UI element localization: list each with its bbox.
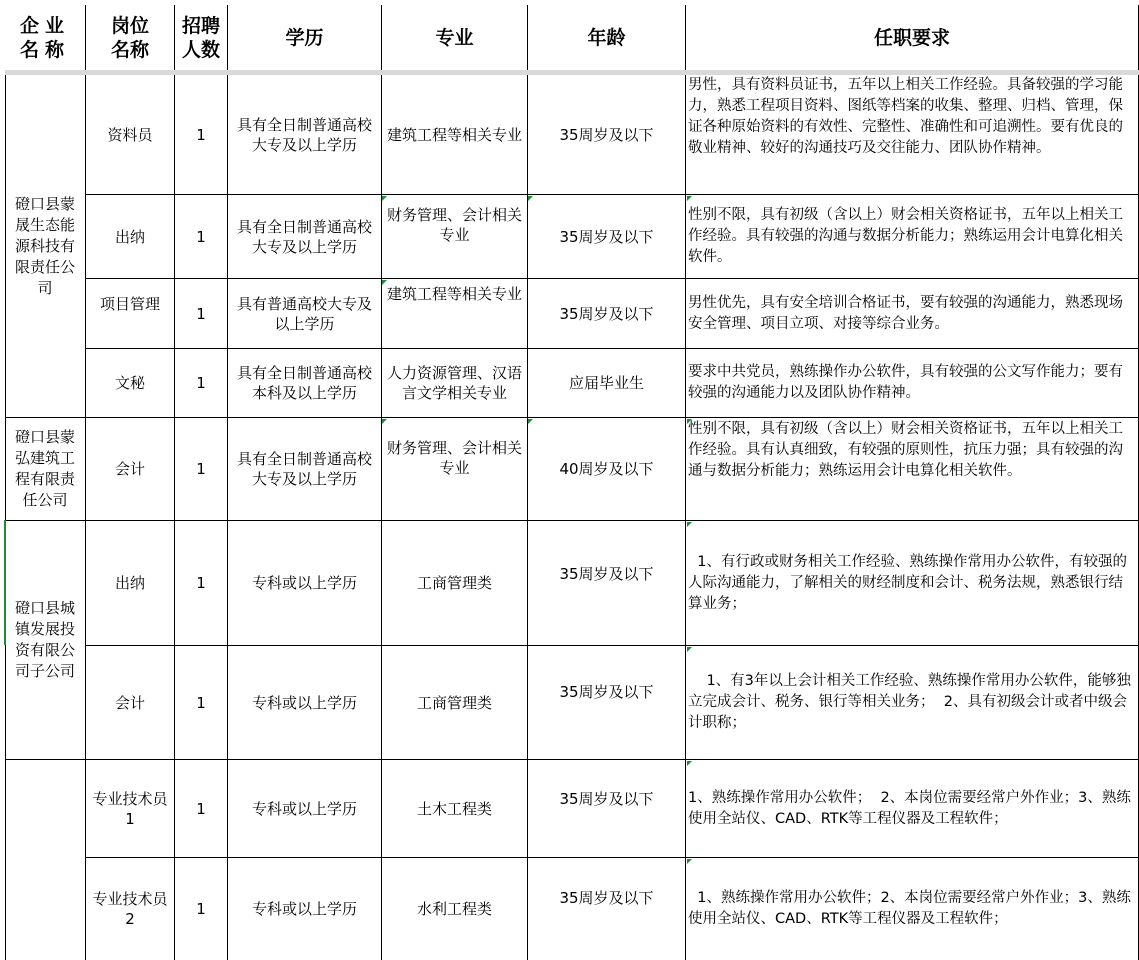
requirements-cell: 1、有3年以上会计相关工作经验、熟练操作常用办公软件，能够独立完成会计、税务、银行等相关业务； 2、具有初级会计或者中级会计职称；	[686, 646, 1139, 760]
requirements-cell: 要求中共党员，熟练操作办公软件，具有较强的公文写作能力；要有较强的沟通能力以及团队协作精神。	[686, 349, 1139, 418]
education-cell: 具有全日制普通高校大专及以上学历	[228, 195, 382, 279]
major-cell: 工商管理类	[382, 646, 528, 760]
education-cell: 专科或以上学历	[228, 858, 382, 960]
position-cell: 资料员	[86, 75, 175, 195]
cell-tick-marker	[528, 196, 533, 201]
count-cell: 1	[175, 858, 228, 960]
position-cell: 会计	[86, 418, 175, 521]
education-cell: 具有全日制普通高校本科及以上学历	[228, 349, 382, 418]
cell-tick-marker	[687, 522, 692, 527]
position-cell: 文秘	[86, 349, 175, 418]
age-cell: 35周岁及以下	[528, 195, 686, 279]
major-cell: 土木工程类	[382, 760, 528, 858]
count-cell: 1	[175, 349, 228, 418]
header-company: 企业名称	[5, 5, 86, 71]
major-cell: 工商管理类	[382, 521, 528, 646]
cell-tick-marker	[382, 419, 387, 424]
count-cell: 1	[175, 418, 228, 521]
age-cell: 35周岁及以下	[528, 760, 686, 858]
major-cell: 水利工程类	[382, 858, 528, 960]
education-cell: 专科或以上学历	[228, 646, 382, 760]
position-cell: 出纳	[86, 195, 175, 279]
major-cell: 财务管理、会计相关专业	[382, 418, 528, 521]
cell-tick-marker	[528, 419, 533, 424]
major-cell: 建筑工程等相关专业	[382, 75, 528, 195]
count-cell: 1	[175, 760, 228, 858]
cell-tick-marker	[382, 280, 387, 285]
company-cell: 磴口县城镇发展投资有限公司子公司	[5, 521, 86, 760]
company-cell: 磴口县蒙弘建筑工程有限责任公司	[5, 418, 86, 521]
age-cell: 35周岁及以下	[528, 858, 686, 960]
count-cell: 1	[175, 279, 228, 349]
education-cell: 具有普通高校大专及以上学历	[228, 279, 382, 349]
cell-tick-marker	[687, 647, 692, 652]
requirements-cell: 男性优先，具有安全培训合格证书，要有较强的沟通能力，熟悉现场安全管理、项目立项、对接等综合业务。	[686, 279, 1139, 349]
company-cell	[5, 760, 86, 960]
requirements-cell: 性别不限，具有初级（含以上）财会相关资格证书，五年以上相关工作经验。具有较强的沟通与数据分析能力；熟练运用会计电算化相关软件。	[686, 195, 1139, 279]
age-cell: 35周岁及以下	[528, 75, 686, 195]
header-position: 岗位名称	[86, 5, 175, 71]
position-cell: 会计	[86, 646, 175, 760]
age-cell: 35周岁及以下	[528, 646, 686, 760]
position-cell: 专业技术员1	[86, 760, 175, 858]
requirements-cell: 1、有行政或财务相关工作经验、熟练操作常用办公软件，有较强的人际沟通能力，了解相关的财经制度和会计、税务法规，熟悉银行结算业务；	[686, 521, 1139, 646]
age-cell: 35周岁及以下	[528, 279, 686, 349]
major-cell: 人力资源管理、汉语言文学相关专业	[382, 349, 528, 418]
count-cell: 1	[175, 75, 228, 195]
count-cell: 1	[175, 521, 228, 646]
major-cell: 建筑工程等相关专业	[382, 279, 528, 349]
header-age: 年龄	[528, 5, 686, 71]
cell-tick-marker	[382, 196, 387, 201]
header-education: 学历	[228, 5, 382, 71]
requirements-cell: 1、熟练操作常用办公软件； 2、本岗位需要经常户外作业；3、熟练使用全站仪、CAD、RTK等工程仪器及工程软件；	[686, 760, 1139, 858]
age-cell: 应届毕业生	[528, 349, 686, 418]
education-cell: 专科或以上学历	[228, 521, 382, 646]
count-cell: 1	[175, 646, 228, 760]
requirements-cell: 男性，具有资料员证书，五年以上相关工作经验。具备较强的学习能力，熟悉工程项目资料、图纸等档案的收集、整理、归档、管理，保证各种原始资料的有效性、完整性、准确性和可追溯性。要有优良的敬业精神、较好的沟通技巧及交往能力、团队协作精神。	[686, 75, 1139, 195]
age-cell: 35周岁及以下	[528, 521, 686, 646]
cell-tick-marker	[687, 196, 692, 201]
major-cell: 财务管理、会计相关专业	[382, 195, 528, 279]
education-cell: 具有全日制普通高校大专及以上学历	[228, 418, 382, 521]
cell-tick-marker	[687, 859, 692, 864]
cell-tick-marker	[687, 761, 692, 766]
header-major: 专业	[382, 5, 528, 71]
cell-tick-marker	[687, 419, 692, 424]
education-cell: 专科或以上学历	[228, 760, 382, 858]
count-cell: 1	[175, 195, 228, 279]
education-cell: 具有全日制普通高校大专及以上学历	[228, 75, 382, 195]
company-cell: 磴口县蒙晟生态能源科技有限责任公司	[5, 75, 86, 418]
header-count: 招聘人数	[175, 5, 228, 71]
position-cell: 出纳	[86, 521, 175, 646]
position-cell: 专业技术员2	[86, 858, 175, 960]
requirements-cell: 1、熟练操作常用办公软件；2、本岗位需要经常户外作业；3、熟练使用全站仪、CAD、RTK等工程仪器及工程软件；	[686, 858, 1139, 960]
selection-marker	[4, 520, 6, 645]
age-cell: 40周岁及以下	[528, 418, 686, 521]
header-requirements: 任职要求	[686, 5, 1139, 71]
position-cell: 项目管理	[86, 279, 175, 349]
requirements-cell: 性别不限，具有初级（含以上）财会相关资格证书，五年以上相关工作经验。具有认真细致，有较强的原则性，抗压力强；具有较强的沟通与数据分析能力；熟练运用会计电算化相关软件。	[686, 418, 1139, 521]
